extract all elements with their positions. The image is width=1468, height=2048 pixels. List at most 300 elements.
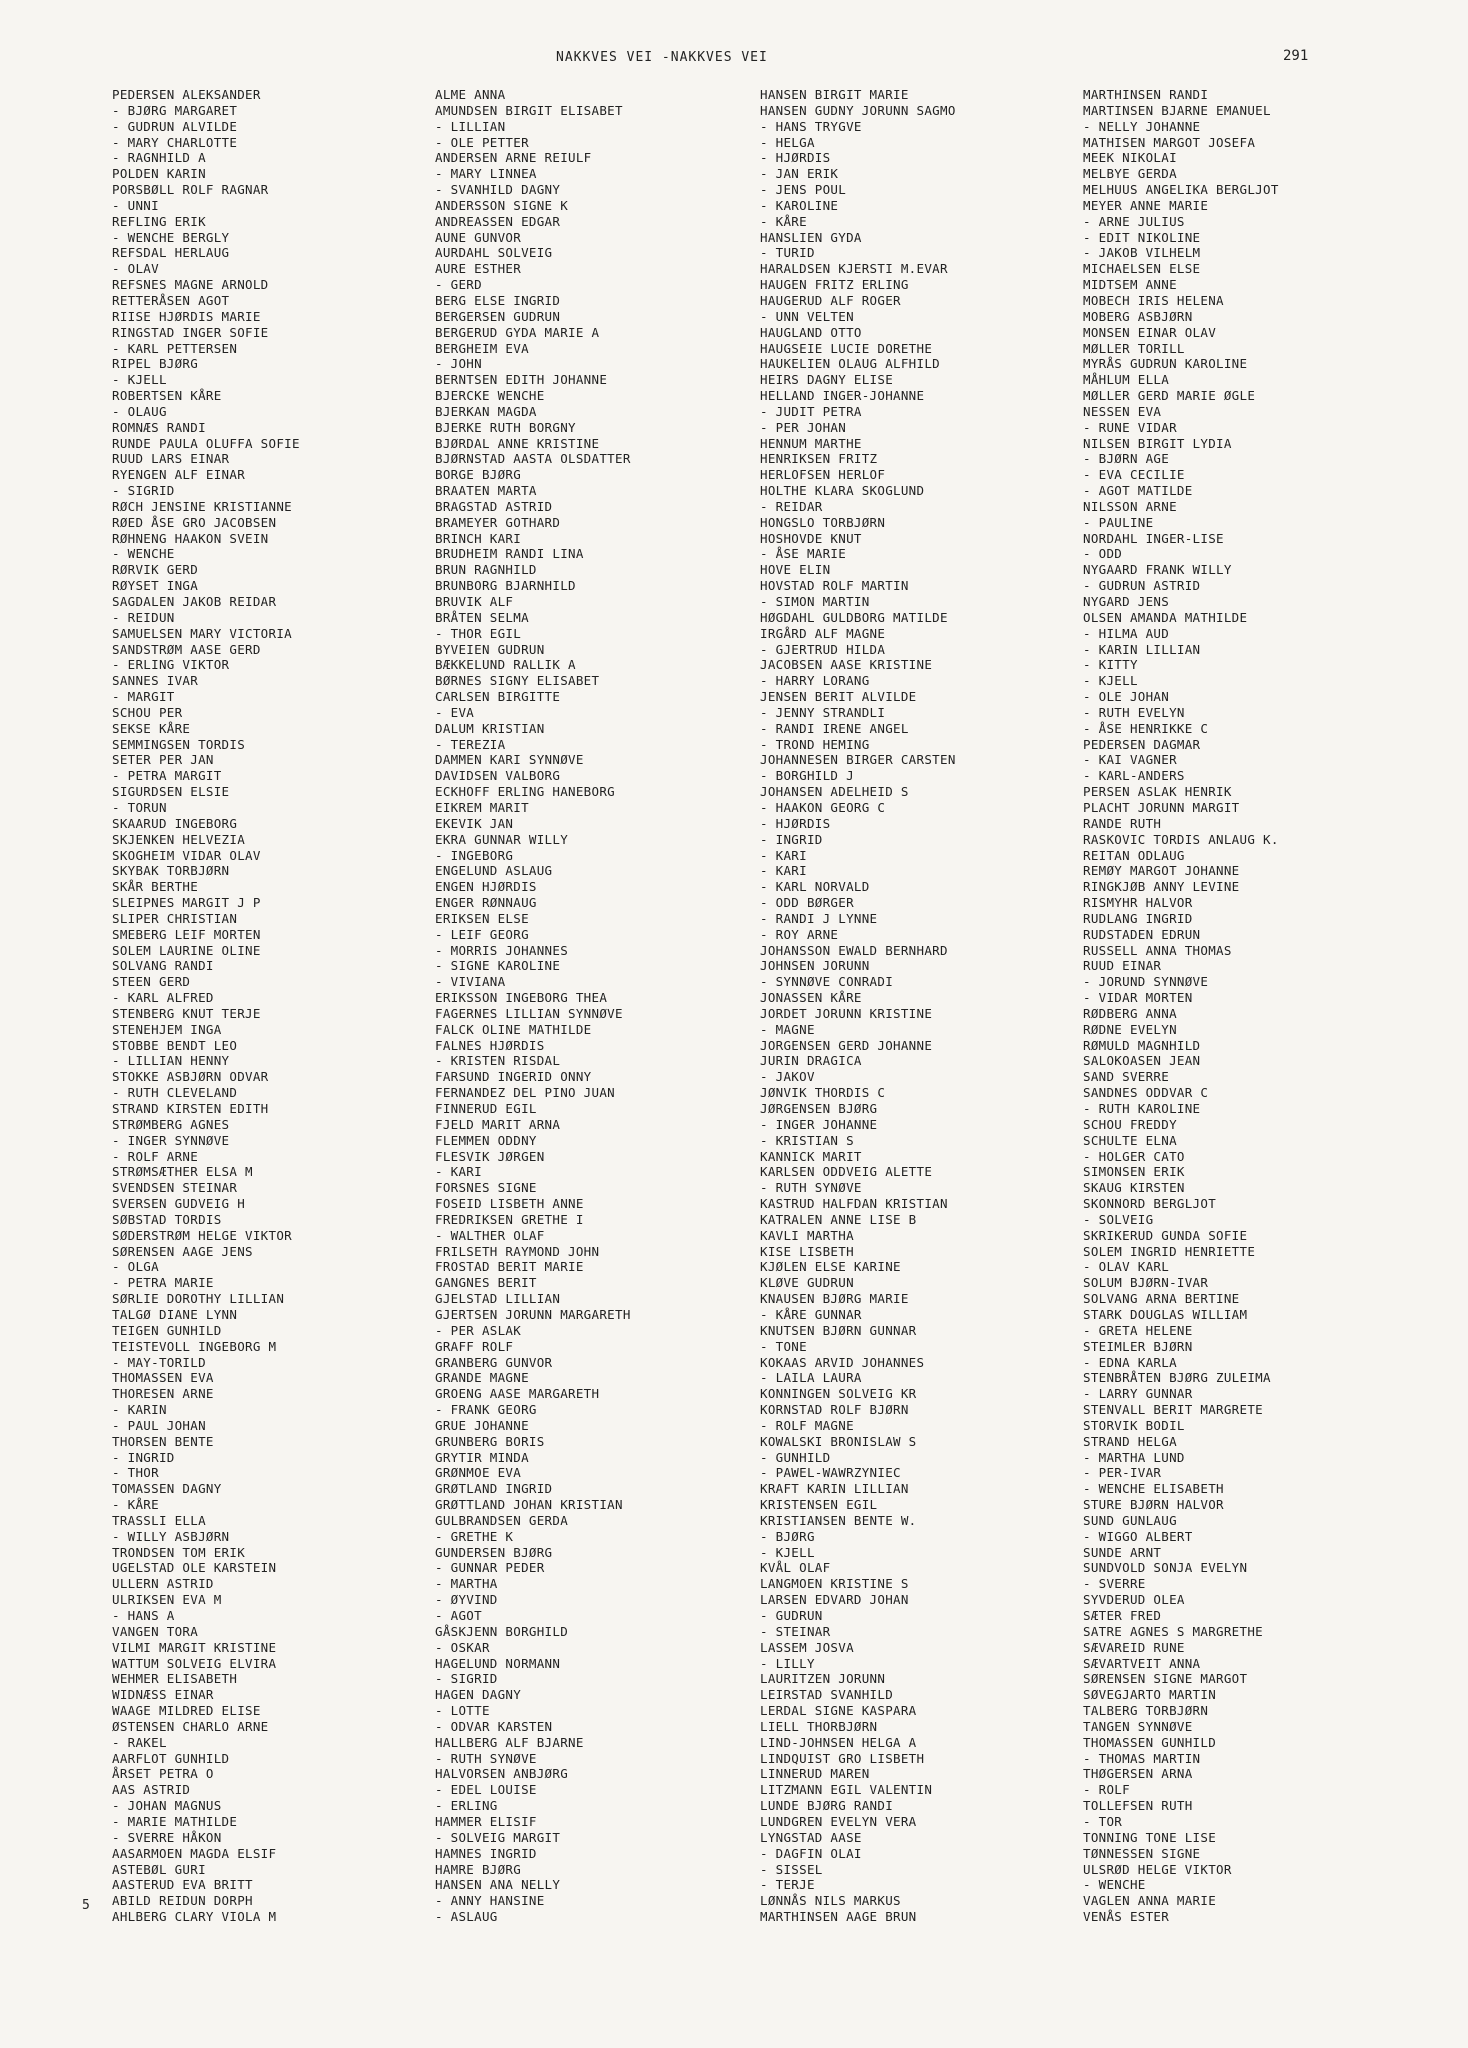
directory-entry: NILSEN BIRGIT LYDIA bbox=[1083, 435, 1232, 451]
directory-entry: HERLOFSEN HERLOF bbox=[760, 467, 886, 483]
directory-entry: - KJELL bbox=[760, 1544, 815, 1560]
directory-entry: HAUGERUD ALF ROGER bbox=[760, 292, 901, 308]
directory-entry: KNUTSEN BJØRN GUNNAR bbox=[760, 1322, 917, 1338]
directory-entry: POLDEN KARIN bbox=[112, 166, 206, 182]
directory-entry: FLESVIK JØRGEN bbox=[435, 1148, 545, 1164]
directory-entry: MARTINSEN BJARNE EMANUEL bbox=[1083, 102, 1271, 118]
directory-entry: LAURITZEN JORUNN bbox=[760, 1671, 886, 1687]
directory-entry: LEIRSTAD SVANHILD bbox=[760, 1687, 894, 1703]
directory-entry: - GRETHE K bbox=[435, 1528, 514, 1544]
directory-entry: MYRÅS GUDRUN KAROLINE bbox=[1083, 356, 1248, 372]
directory-entry: SYVDERUD OLEA bbox=[1083, 1592, 1185, 1608]
directory-entry: ØSTENSEN CHARLO ARNE bbox=[112, 1718, 269, 1734]
directory-entry: KANNICK MARIT bbox=[760, 1148, 862, 1164]
directory-entry: SØDERSTRØM HELGE VIKTOR bbox=[112, 1227, 292, 1243]
directory-entry: HALVORSEN ANBJØRG bbox=[435, 1766, 569, 1782]
directory-entry: - KARI bbox=[760, 847, 807, 863]
directory-entry: - REIDUN bbox=[112, 609, 175, 625]
directory-entry: AUNE GUNVOR bbox=[435, 229, 522, 245]
directory-entry: MELBYE GERDA bbox=[1083, 166, 1177, 182]
directory-entry: AASTERUD EVA BRITT bbox=[112, 1877, 253, 1893]
directory-entry: RASKOVIC TORDIS ANLAUG K. bbox=[1083, 831, 1279, 847]
directory-entry: - KARI bbox=[760, 863, 807, 879]
directory-entry: - KAROLINE bbox=[760, 197, 839, 213]
directory-entry: RUSSELL ANNA THOMAS bbox=[1083, 942, 1232, 958]
directory-entry: GRYTIR MINDA bbox=[435, 1449, 529, 1465]
page-number: 291 bbox=[1283, 48, 1309, 64]
directory-entry: - SOLVEIG MARGIT bbox=[435, 1829, 561, 1845]
directory-entry: ANDREASSEN EDGAR bbox=[435, 213, 561, 229]
directory-entry: - ODD bbox=[1083, 546, 1123, 562]
directory-entry: NYGARD JENS bbox=[1083, 594, 1170, 609]
directory-entry: WAAGE MILDRED ELISE bbox=[112, 1703, 261, 1719]
directory-entry: STRØMSÆTHER ELSA M bbox=[112, 1164, 253, 1180]
directory-entry: AASARMOEN MAGDA ELSIF bbox=[112, 1845, 277, 1861]
directory-entry: - SISSEL bbox=[760, 1861, 823, 1877]
directory-entry: MARTHINSEN AAGE BRUN bbox=[760, 1909, 917, 1925]
directory-entry: RUDSTADEN EDRUN bbox=[1083, 926, 1201, 942]
directory-entry: - JOHN bbox=[435, 356, 482, 372]
directory-entry: THOMASSEN GUNHILD bbox=[1083, 1734, 1217, 1750]
directory-entry: HELLAND INGER-JOHANNE bbox=[760, 388, 925, 404]
directory-entry: - HILMA AUD bbox=[1083, 625, 1170, 641]
directory-entry: RIPEL BJØRG bbox=[112, 356, 199, 372]
directory-entry: - KARL NORVALD bbox=[760, 879, 870, 895]
directory-entry: KOWALSKI BRONISLAW S bbox=[760, 1433, 917, 1449]
directory-entry: HAUKELIEN OLAUG ALFHILD bbox=[760, 356, 940, 372]
directory-entry: - JOHAN MAGNUS bbox=[112, 1798, 222, 1814]
directory-entry: WIDNÆSS EINAR bbox=[112, 1687, 214, 1703]
directory-entry: RUUD LARS EINAR bbox=[112, 451, 230, 467]
directory-entry: - RAKEL bbox=[112, 1734, 167, 1750]
directory-entry: VANGEN TORA bbox=[112, 1623, 199, 1639]
directory-entry: PERSEN ASLAK HENRIK bbox=[1083, 784, 1232, 800]
directory-entry: - GUDRUN bbox=[760, 1608, 823, 1623]
directory-entry: RYENGEN ALF EINAR bbox=[112, 467, 246, 483]
directory-entry: VILMI MARGIT KRISTINE bbox=[112, 1639, 277, 1655]
directory-entry: NILSSON ARNE bbox=[1083, 498, 1177, 514]
directory-entry: NESSEN EVA bbox=[1083, 403, 1162, 419]
directory-entry: HAMMER ELISIF bbox=[435, 1813, 537, 1829]
directory-entry: - RAGNHILD A bbox=[112, 150, 206, 166]
directory-entry: - GUNNAR PEDER bbox=[435, 1560, 545, 1576]
directory-entry: - ODVAR KARSTEN bbox=[435, 1718, 553, 1734]
directory-entry: FAGERNES LILLIAN SYNNØVE bbox=[435, 1005, 623, 1021]
directory-entry: EKEVIK JAN bbox=[435, 815, 514, 831]
directory-entry: - MAY-TORILD bbox=[112, 1354, 206, 1370]
directory-entry: FARSUND INGERID ONNY bbox=[435, 1069, 592, 1085]
directory-entry: - AGOT MATILDE bbox=[1083, 483, 1193, 499]
directory-entry: HAUGSEIE LUCIE DORETHE bbox=[760, 340, 933, 356]
directory-entry: KAVLI MARTHA bbox=[760, 1227, 854, 1243]
directory-entry: HANSLIEN GYDA bbox=[760, 229, 862, 245]
directory-entry: TANGEN SYNNØVE bbox=[1083, 1718, 1193, 1734]
directory-entry: PEDERSEN ALEKSANDER bbox=[112, 87, 261, 102]
directory-entry: ASTEBØL GURI bbox=[112, 1861, 206, 1877]
directory-entry: STENVALL BERIT MARGRETE bbox=[1083, 1402, 1263, 1418]
directory-entry: BÆKKELUND RALLIK A bbox=[435, 657, 576, 673]
directory-entry: - VIVIANA bbox=[435, 974, 506, 990]
directory-entry: SCHOU FREDDY bbox=[1083, 1116, 1177, 1132]
directory-entry: - TERJE bbox=[760, 1877, 815, 1893]
directory-entry: FINNERUD EGIL bbox=[435, 1101, 537, 1116]
directory-entry: BRINCH KARI bbox=[435, 530, 522, 546]
directory-entry: MEYER ANNE MARIE bbox=[1083, 197, 1209, 213]
directory-entry: LUNDGREN EVELYN VERA bbox=[760, 1813, 917, 1829]
directory-entry: BJERCKE WENCHE bbox=[435, 388, 545, 404]
directory-entry: - TONE bbox=[760, 1338, 807, 1354]
directory-entry: - INGER SYNNØVE bbox=[112, 1132, 230, 1148]
directory-entry: - LEIF GEORG bbox=[435, 926, 529, 942]
directory-entry: - JENNY STRANDLI bbox=[760, 704, 886, 720]
directory-entry: - PER ASLAK bbox=[435, 1322, 522, 1338]
directory-entry: HEIRS DAGNY ELISE bbox=[760, 372, 894, 388]
directory-entry: - GRETA HELENE bbox=[1083, 1322, 1193, 1338]
directory-entry: - PAUL JOHAN bbox=[112, 1417, 206, 1433]
directory-entry: - RUTH SYNØVE bbox=[435, 1750, 537, 1766]
directory-entry: STENEHJEM INGA bbox=[112, 1021, 222, 1037]
directory-entry: - EVA CECILIE bbox=[1083, 467, 1185, 483]
directory-entry: KARLSEN ODDVEIG ALETTE bbox=[760, 1164, 933, 1180]
directory-entry: HOVE ELIN bbox=[760, 562, 831, 578]
directory-entry: ERIKSEN ELSE bbox=[435, 910, 529, 926]
directory-entry: - DAGFIN OLAI bbox=[760, 1845, 862, 1861]
directory-entry: SMEBERG LEIF MORTEN bbox=[112, 926, 261, 942]
directory-entry: MÅHLUM ELLA bbox=[1083, 372, 1170, 388]
directory-entry: SLIPER CHRISTIAN bbox=[112, 910, 238, 926]
directory-entry: SKYBAK TORBJØRN bbox=[112, 863, 230, 879]
directory-entry: - ØYVIND bbox=[435, 1592, 498, 1608]
directory-entry: - MARY LINNEA bbox=[435, 166, 537, 182]
directory-entry: MØLLER TORILL bbox=[1083, 340, 1185, 356]
directory-entry: - OLAUG bbox=[112, 403, 167, 419]
directory-entry: IRGÅRD ALF MAGNE bbox=[760, 625, 886, 641]
directory-entry: SOLEM LAURINE OLINE bbox=[112, 942, 261, 958]
directory-entry: LITZMANN EGIL VALENTIN bbox=[760, 1782, 933, 1798]
directory-entry: GRAFF ROLF bbox=[435, 1338, 514, 1354]
directory-entry: FERNANDEZ DEL PINO JUAN bbox=[435, 1085, 615, 1101]
directory-entry: AHLBERG CLARY VIOLA M bbox=[112, 1909, 277, 1925]
directory-entry: - PETRA MARIE bbox=[112, 1275, 214, 1291]
directory-entry: TOMASSEN DAGNY bbox=[112, 1481, 222, 1497]
directory-entry: SEKSE KÅRE bbox=[112, 720, 191, 736]
directory-entry: - HJØRDIS bbox=[760, 815, 831, 831]
directory-entry: BJØRDAL ANNE KRISTINE bbox=[435, 435, 600, 451]
directory-entry: MELHUUS ANGELIKA BERGLJOT bbox=[1083, 182, 1279, 198]
directory-entry: HAMNES INGRID bbox=[435, 1845, 537, 1861]
directory-entry: - KARL-ANDERS bbox=[1083, 768, 1185, 784]
directory-entry: DALUM KRISTIAN bbox=[435, 720, 545, 736]
directory-entry: STRØMBERG AGNES bbox=[112, 1116, 230, 1132]
directory-entry: SETER PER JAN bbox=[112, 752, 214, 768]
directory-entry: GUNDERSEN BJØRG bbox=[435, 1544, 553, 1560]
directory-entry: NYGAARD FRANK WILLY bbox=[1083, 562, 1232, 578]
directory-entry: HANSEN BIRGIT MARIE bbox=[760, 87, 909, 102]
directory-entry: - PER-IVAR bbox=[1083, 1465, 1162, 1481]
directory-entry: SIGURDSEN ELSIE bbox=[112, 784, 230, 800]
directory-entry: - EDNA KARLA bbox=[1083, 1354, 1177, 1370]
directory-entry: HOSHOVDE KNUT bbox=[760, 530, 862, 546]
directory-entry: - WENCHE BERGLY bbox=[112, 229, 230, 245]
directory-entry: - KARI bbox=[435, 1164, 482, 1180]
directory-entry: BORGE BJØRG bbox=[435, 467, 522, 483]
directory-entry: GRANBERG GUNVOR bbox=[435, 1354, 553, 1370]
directory-entry: - SVERRE HÅKON bbox=[112, 1829, 222, 1845]
directory-entry: LØNNÅS NILS MARKUS bbox=[760, 1893, 901, 1909]
directory-entry: BRÅTEN SELMA bbox=[435, 609, 529, 625]
directory-entry: MARTHINSEN RANDI bbox=[1083, 87, 1209, 102]
directory-entry: ECKHOFF ERLING HANEBORG bbox=[435, 784, 615, 800]
directory-entry: HAGEN DAGNY bbox=[435, 1687, 522, 1703]
directory-entry: BRAATEN MARTA bbox=[435, 483, 537, 499]
directory-entry: REFSNES MAGNE ARNOLD bbox=[112, 277, 269, 293]
directory-entry: - SYNNØVE CONRADI bbox=[760, 974, 894, 990]
directory-entry: HØGDAHL GULDBORG MATILDE bbox=[760, 609, 948, 625]
name-column-1 bbox=[112, 87, 300, 1925]
directory-entry: HAUGEN FRITZ ERLING bbox=[760, 277, 909, 293]
directory-entry: BØRNES SIGNY ELISABET bbox=[435, 673, 600, 689]
directory-entry: RUNDE PAULA OLUFFA SOFIE bbox=[112, 435, 300, 451]
directory-entry: BRAGSTAD ASTRID bbox=[435, 498, 553, 514]
directory-entry: SIMONSEN ERIK bbox=[1083, 1164, 1185, 1180]
directory-entry: SCHULTE ELNA bbox=[1083, 1132, 1177, 1148]
directory-entry: JOHANSSON EWALD BERNHARD bbox=[760, 942, 948, 958]
directory-entry: - KJELL bbox=[112, 372, 167, 388]
directory-entry: KRAFT KARIN LILLIAN bbox=[760, 1481, 909, 1497]
directory-entry: SVENDSEN STEINAR bbox=[112, 1180, 238, 1196]
directory-entry: ENGELUND ASLAUG bbox=[435, 863, 553, 879]
directory-entry: - ODD BØRGER bbox=[760, 895, 854, 911]
directory-entry: - THOR bbox=[112, 1465, 159, 1481]
directory-entry: SØRENSEN AAGE JENS bbox=[112, 1243, 253, 1259]
directory-entry: - RANDI J LYNNE bbox=[760, 910, 878, 926]
directory-entry: - MARGIT bbox=[112, 689, 175, 705]
directory-entry: - KARIN LILLIAN bbox=[1083, 641, 1201, 657]
directory-entry: JURIN DRAGICA bbox=[760, 1053, 862, 1069]
directory-entry: - SOLVEIG bbox=[1083, 1211, 1154, 1227]
directory-entry: SKAUG KIRSTEN bbox=[1083, 1180, 1185, 1196]
directory-entry: - TORUN bbox=[112, 799, 167, 815]
directory-entry: - OLAV KARL bbox=[1083, 1259, 1170, 1275]
directory-entry: NORDAHL INGER-LISE bbox=[1083, 530, 1224, 546]
directory-entry: KISE LISBETH bbox=[760, 1243, 854, 1259]
directory-entry: STURE BJØRN HALVOR bbox=[1083, 1497, 1224, 1513]
directory-entry: FRILSETH RAYMOND JOHN bbox=[435, 1243, 600, 1259]
directory-entry: RINGKJØB ANNY LEVINE bbox=[1083, 879, 1240, 895]
directory-entry: JØRGENSEN BJØRG bbox=[760, 1101, 878, 1116]
directory-entry: SATRE AGNES S MARGRETHE bbox=[1083, 1623, 1263, 1639]
directory-entry: - FRANK GEORG bbox=[435, 1402, 537, 1418]
directory-entry: JOHANNESEN BIRGER CARSTEN bbox=[760, 752, 956, 768]
directory-entry: BERNTSEN EDITH JOHANNE bbox=[435, 372, 608, 388]
directory-entry: SANDNES ODDVAR C bbox=[1083, 1085, 1209, 1101]
directory-entry: - WILLY ASBJØRN bbox=[112, 1528, 230, 1544]
directory-entry: - JUDIT PETRA bbox=[760, 403, 862, 419]
directory-entry: - STEINAR bbox=[760, 1623, 831, 1639]
directory-entry: REMØY MARGOT JOHANNE bbox=[1083, 863, 1240, 879]
directory-entry: ENGEN HJØRDIS bbox=[435, 879, 537, 895]
directory-entry: REFLING ERIK bbox=[112, 213, 206, 229]
directory-entry: GULBRANDSEN GERDA bbox=[435, 1512, 569, 1528]
directory-entry: - TEREZIA bbox=[435, 736, 506, 752]
directory-entry: - PAULINE bbox=[1083, 514, 1154, 530]
directory-entry: - KARL ALFRED bbox=[112, 990, 214, 1006]
directory-entry: TRASSLI ELLA bbox=[112, 1512, 206, 1528]
directory-entry: RØMULD MAGNHILD bbox=[1083, 1037, 1201, 1053]
directory-entry: - HARRY LORANG bbox=[760, 673, 870, 689]
directory-entry: - RUTH EVELYN bbox=[1083, 704, 1185, 720]
directory-entry: STARK DOUGLAS WILLIAM bbox=[1083, 1306, 1248, 1322]
directory-entry: SEMMINGSEN TORDIS bbox=[112, 736, 246, 752]
directory-entry: - BJØRG bbox=[760, 1528, 815, 1544]
directory-entry: - HANS A bbox=[112, 1608, 175, 1623]
directory-entry: - PETRA MARGIT bbox=[112, 768, 222, 784]
directory-entry: SØVEGJARTO MARTIN bbox=[1083, 1687, 1217, 1703]
directory-entry: - INGRID bbox=[112, 1449, 175, 1465]
directory-entry: RØRVIK GERD bbox=[112, 562, 199, 578]
directory-entry: - OLE JOHAN bbox=[1083, 689, 1170, 705]
directory-entry: - REIDAR bbox=[760, 498, 823, 514]
directory-entry: STORVIK BODIL bbox=[1083, 1417, 1185, 1433]
directory-entry: - ÅSE HENRIKKE C bbox=[1083, 720, 1209, 736]
directory-entry: STRAND KIRSTEN EDITH bbox=[112, 1101, 269, 1116]
directory-entry: RØCH JENSINE KRISTIANNE bbox=[112, 498, 292, 514]
directory-entry: BRUVIK ALF bbox=[435, 594, 514, 609]
directory-entry: - HJØRDIS bbox=[760, 150, 831, 166]
directory-entry: - LARRY GUNNAR bbox=[1083, 1386, 1193, 1402]
directory-entry: RUDLANG INGRID bbox=[1083, 910, 1193, 926]
directory-entry: THOMASSEN EVA bbox=[112, 1370, 214, 1386]
directory-entry: - LOTTE bbox=[435, 1703, 490, 1719]
directory-entry: - MARY CHARLOTTE bbox=[112, 134, 238, 150]
directory-entry: SALOKOASEN JEAN bbox=[1083, 1053, 1201, 1069]
directory-entry: SCHOU PER bbox=[112, 704, 183, 720]
directory-entry: - AGOT bbox=[435, 1608, 482, 1623]
directory-entry: BERGERUD GYDA MARIE A bbox=[435, 324, 600, 340]
directory-entry: FALNES HJØRDIS bbox=[435, 1037, 545, 1053]
directory-entry: - UNNI bbox=[112, 197, 159, 213]
directory-entry: ROBERTSEN KÅRE bbox=[112, 388, 222, 404]
directory-entry: AURE ESTHER bbox=[435, 261, 522, 277]
directory-entry: RIISE HJØRDIS MARIE bbox=[112, 308, 261, 324]
directory-entry: - OSKAR bbox=[435, 1639, 490, 1655]
directory-entry: REFSDAL HERLAUG bbox=[112, 245, 230, 261]
directory-entry: GRUNBERG BORIS bbox=[435, 1433, 545, 1449]
directory-entry: - KARL PETTERSEN bbox=[112, 340, 238, 356]
directory-entry: KRISTENSEN EGIL bbox=[760, 1497, 878, 1513]
directory-entry: RØYSET INGA bbox=[112, 578, 199, 594]
directory-entry: - WENCHE bbox=[1083, 1877, 1146, 1893]
directory-entry: GJERTSEN JORUNN MARGARETH bbox=[435, 1306, 631, 1322]
directory-entry: THORSEN BENTE bbox=[112, 1433, 214, 1449]
directory-entry: TRONDSEN TOM ERIK bbox=[112, 1544, 246, 1560]
directory-entry: ABILD REIDUN DORPH bbox=[112, 1893, 253, 1909]
directory-entry: - JAKOV bbox=[760, 1069, 815, 1085]
directory-entry: WEHMER ELISABETH bbox=[112, 1671, 238, 1687]
directory-entry: GRØTTLAND JOHAN KRISTIAN bbox=[435, 1497, 623, 1513]
directory-entry: ULSRØD HELGE VIKTOR bbox=[1083, 1861, 1232, 1877]
directory-entry: - SIGRID bbox=[112, 483, 175, 499]
directory-entry: - BJØRN AGE bbox=[1083, 451, 1170, 467]
directory-entry: - RUTH CLEVELAND bbox=[112, 1085, 238, 1101]
directory-entry: ALME ANNA bbox=[435, 87, 506, 102]
directory-entry: ÅRSET PETRA O bbox=[112, 1766, 214, 1782]
directory-entry: - WENCHE ELISABETH bbox=[1083, 1481, 1224, 1497]
directory-entry: - WALTHER OLAF bbox=[435, 1227, 545, 1243]
directory-entry: SAGDALEN JAKOB REIDAR bbox=[112, 594, 277, 609]
directory-entry: AARFLOT GUNHILD bbox=[112, 1750, 230, 1766]
directory-entry: SUNDE ARNT bbox=[1083, 1544, 1162, 1560]
side-mark: 5 bbox=[82, 1898, 90, 1913]
directory-entry: - SIGNE KAROLINE bbox=[435, 958, 561, 974]
directory-entry: SKOGHEIM VIDAR OLAV bbox=[112, 847, 261, 863]
directory-entry: JACOBSEN AASE KRISTINE bbox=[760, 657, 933, 673]
directory-entry: - KRISTIAN S bbox=[760, 1132, 854, 1148]
directory-entry: ULLERN ASTRID bbox=[112, 1576, 214, 1592]
directory-entry: LERDAL SIGNE KASPARA bbox=[760, 1703, 917, 1719]
directory-entry: - JORUND SYNNØVE bbox=[1083, 974, 1209, 990]
directory-entry: ROMNÆS RANDI bbox=[112, 419, 206, 435]
directory-entry: RINGSTAD INGER SOFIE bbox=[112, 324, 269, 340]
directory-entry: FALCK OLINE MATHILDE bbox=[435, 1021, 592, 1037]
directory-entry: SKJENKEN HELVEZIA bbox=[112, 831, 246, 847]
directory-entry: - KJELL bbox=[1083, 673, 1138, 689]
directory-entry: HONGSLO TORBJØRN bbox=[760, 514, 886, 530]
directory-entry: SKONNORD BERGLJOT bbox=[1083, 1196, 1217, 1212]
name-column-4 bbox=[1083, 87, 1279, 1925]
directory-entry: SANNES IVAR bbox=[112, 673, 199, 689]
directory-entry: AMUNDSEN BIRGIT ELISABET bbox=[435, 102, 623, 118]
directory-entry: GROENG AASE MARGARETH bbox=[435, 1386, 600, 1402]
directory-entry: - WIGGO ALBERT bbox=[1083, 1528, 1193, 1544]
directory-entry: LANGMOEN KRISTINE S bbox=[760, 1576, 909, 1592]
directory-entry: RETTERÅSEN AGOT bbox=[112, 292, 230, 308]
directory-entry: - THOMAS MARTIN bbox=[1083, 1750, 1201, 1766]
directory-entry: LYNGSTAD AASE bbox=[760, 1829, 862, 1845]
directory-entry: WATTUM SOLVEIG ELVIRA bbox=[112, 1655, 277, 1671]
directory-entry: - OLAV bbox=[112, 261, 159, 277]
directory-entry: ANDERSSON SIGNE K bbox=[435, 197, 569, 213]
directory-entry: SOLUM BJØRN-IVAR bbox=[1083, 1275, 1209, 1291]
directory-entry: - TROND HEMING bbox=[760, 736, 870, 752]
directory-entry: BYVEIEN GUDRUN bbox=[435, 641, 545, 657]
directory-entry: HENRIKSEN FRITZ bbox=[760, 451, 878, 467]
directory-entry: KONNINGEN SOLVEIG KR bbox=[760, 1386, 917, 1402]
directory-entry: - RANDI IRENE ANGEL bbox=[760, 720, 909, 736]
directory-entry: RISMYHR HALVOR bbox=[1083, 895, 1193, 911]
directory-entry: - KRISTEN RISDAL bbox=[435, 1053, 561, 1069]
directory-entry: TEISTEVOLL INGEBORG M bbox=[112, 1338, 277, 1354]
directory-entry: - INGRID bbox=[760, 831, 823, 847]
directory-entry: STEIMLER BJØRN bbox=[1083, 1338, 1193, 1354]
directory-entry: SÆTER FRED bbox=[1083, 1608, 1162, 1623]
directory-entry: GRANDE MAGNE bbox=[435, 1370, 529, 1386]
directory-entry: RØED ÅSE GRO JACOBSEN bbox=[112, 514, 277, 530]
directory-entry: RUUD EINAR bbox=[1083, 958, 1162, 974]
directory-entry: - KÅRE GUNNAR bbox=[760, 1306, 862, 1322]
directory-entry: EIKREM MARIT bbox=[435, 799, 529, 815]
directory-entry: BERGHEIM EVA bbox=[435, 340, 529, 356]
name-column-3 bbox=[760, 87, 956, 1925]
directory-entry: SKÅR BERTHE bbox=[112, 879, 199, 895]
directory-entry: KATRALEN ANNE LISE B bbox=[760, 1211, 917, 1227]
directory-entry: - JENS POUL bbox=[760, 182, 847, 198]
directory-entry: - ROLF ARNE bbox=[112, 1148, 199, 1164]
directory-entry: KRISTIANSEN BENTE W. bbox=[760, 1512, 917, 1528]
directory-entry: - GUDRUN ASTRID bbox=[1083, 578, 1201, 594]
directory-entry: UGELSTAD OLE KARSTEIN bbox=[112, 1560, 277, 1576]
directory-entry: LIELL THORBJØRN bbox=[760, 1718, 878, 1734]
